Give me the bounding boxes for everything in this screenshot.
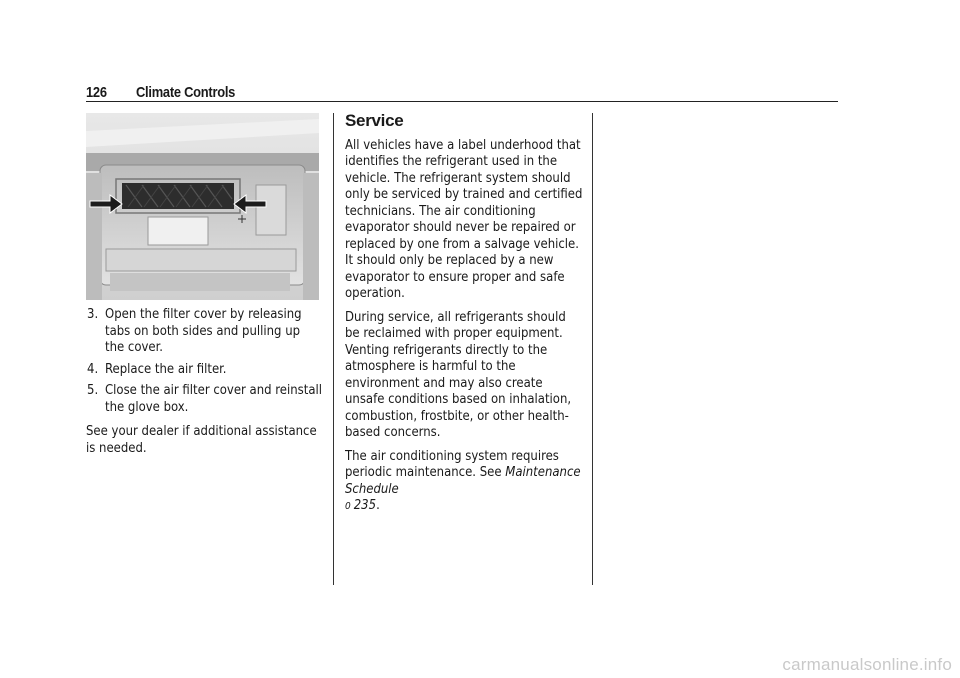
service-paragraph: All vehicles have a label underhood that identifies the refrigerant used in the vehicle. The refrigerant system should only be serviced by trained and certified technicians. The air conditioning evaporator should never be repaired or replaced by one from a salvage vehicle. It should only be replaced by a new evaporator to ensure proper and safe operation.: [345, 137, 583, 301]
list-item: [86, 362, 322, 379]
paragraph-text: The air conditioning system requires periodic maintenance. See: [345, 448, 559, 480]
column-divider: [333, 113, 334, 585]
step-text: Open the filter cover by releasing tabs on both sides and pulling up the cover.: [105, 307, 302, 355]
service-heading: Service: [345, 111, 404, 130]
column-2: [345, 113, 583, 523]
section-title: Climate Controls: [136, 84, 236, 101]
step-number: 4.: [87, 361, 99, 377]
page-reference-icon: 0: [345, 501, 351, 512]
step-text: Close the air filter cover and reinstall the glove box.: [105, 383, 323, 415]
list-item: [86, 307, 322, 357]
page-number: 126: [86, 84, 107, 101]
page-reference-link[interactable]: 235: [353, 498, 377, 513]
paragraph-text: .: [376, 498, 380, 513]
dealer-note: See your dealer if additional assistance is needed.: [86, 424, 317, 456]
service-paragraph: [345, 449, 583, 516]
step-text: Replace the air filter.: [105, 361, 227, 377]
step-list: [86, 307, 322, 416]
column-divider: [592, 113, 593, 585]
maintenance-schedule-link[interactable]: Maintenance Schedule: [345, 465, 581, 497]
column-1: [86, 307, 322, 457]
header-rule: [86, 101, 838, 103]
list-item: [86, 383, 322, 416]
step-number: 3.: [87, 307, 99, 322]
service-paragraph: During service, all refrigerants should be reclaimed with proper equipment. Venting refrigerants directly to the atmosphere is harmful to the environment and may also create unsafe conditions based on inhalation, combustion, frostbite, or other health-based concerns.: [345, 309, 572, 440]
glove-box-filter-photo: [86, 113, 319, 300]
page-header: [86, 80, 838, 102]
watermark: carmanualsonline.info: [782, 655, 952, 674]
step-number: 5.: [87, 383, 99, 398]
